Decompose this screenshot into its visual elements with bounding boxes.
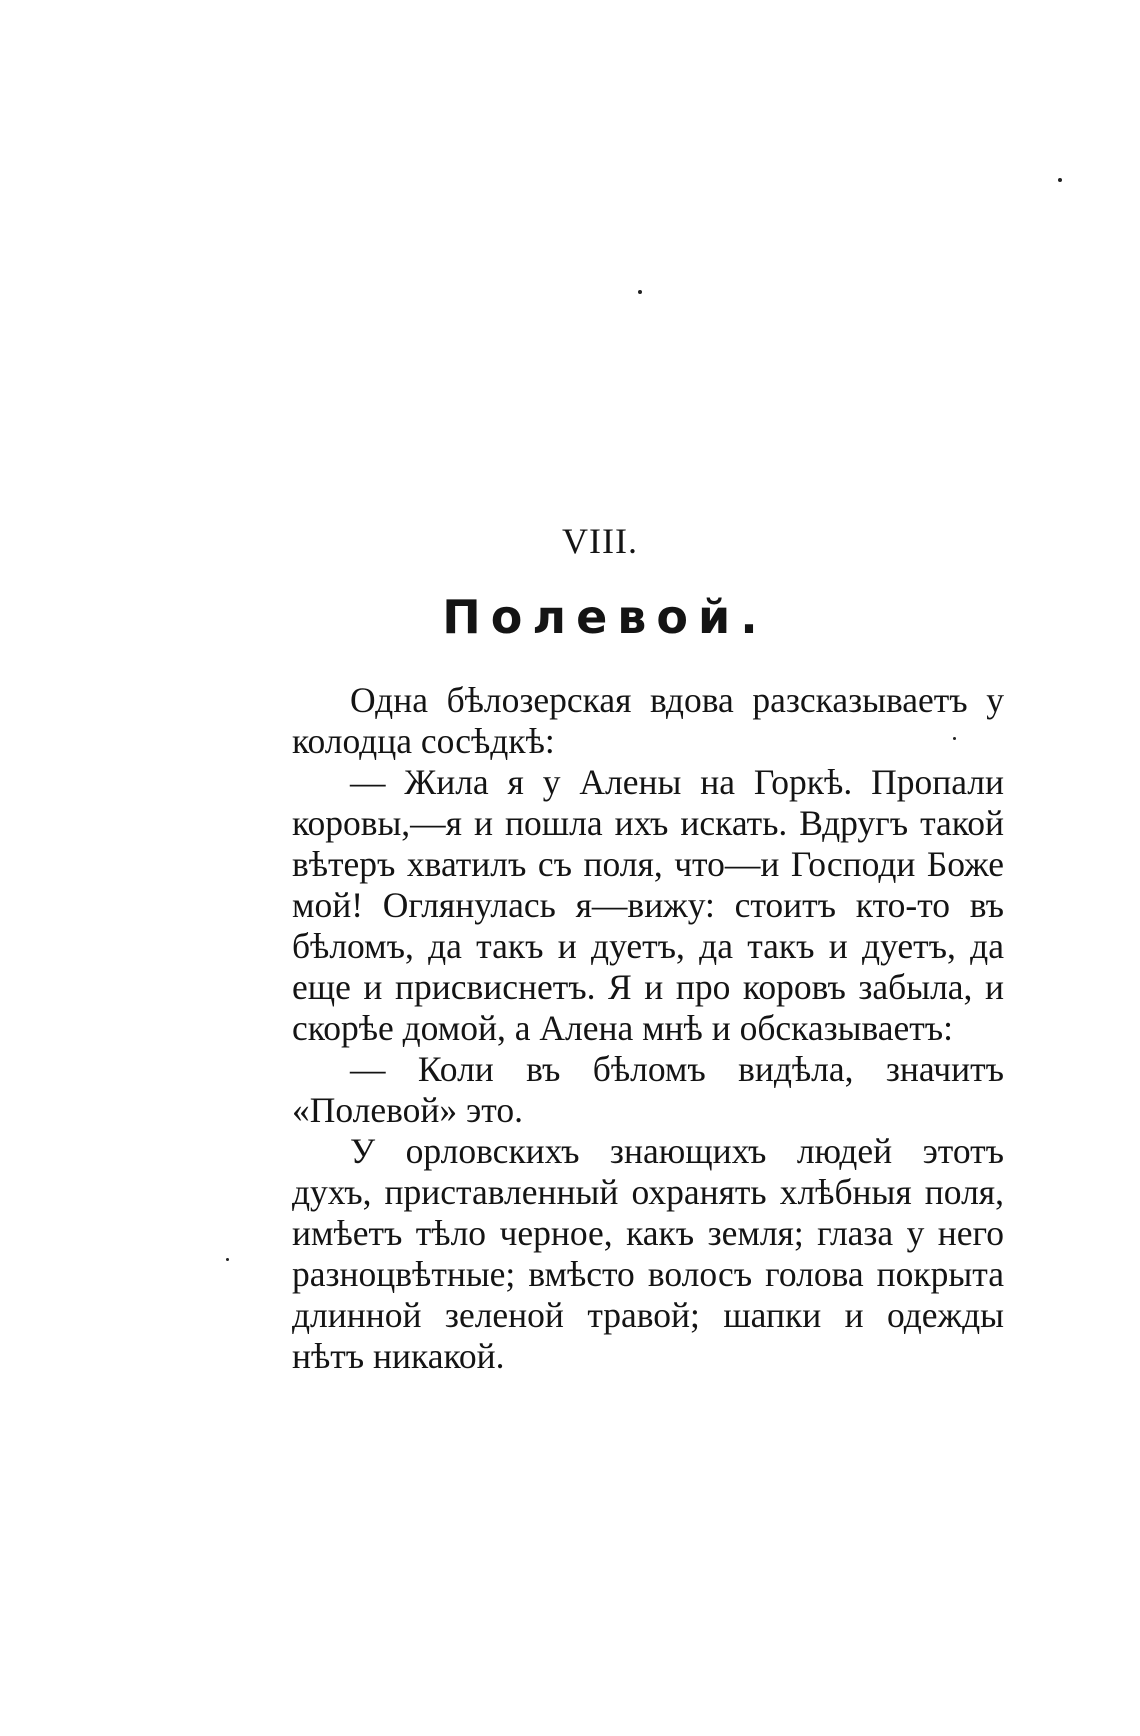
chapter-title: Полевой.	[442, 590, 768, 644]
print-speck	[1058, 178, 1062, 182]
chapter-number: VIII.	[562, 521, 638, 561]
print-speck	[638, 290, 642, 294]
paragraph-explanation: — Коли въ бѣломъ видѣла, значитъ «Полевой» это.	[292, 1049, 1004, 1130]
paragraph-intro: Одна бѣлозерская вдова разсказываетъ у колодца сосѣдкѣ:	[292, 680, 1004, 761]
paragraph-story: — Жила я у Алены на Горкѣ. Пропали коровы,—я и пошла ихъ искать. Вдругъ такой вѣтеръ хватилъ съ поля, что—и Господи Боже мой! Оглянулась я—вижу: стоитъ кто-то въ бѣломъ, да такъ и дуетъ, да такъ и дуетъ, да еще и присвиснетъ. Я и про коровъ забыла, и скорѣе домой, а Алена мнѣ и обсказываетъ:	[292, 762, 1004, 1048]
paragraph-description: У орловскихъ знающихъ людей этотъ духъ, приставленный охранять хлѣбныя поля, имѣетъ тѣло черное, какъ земля; глаза у него разноцвѣтные; вмѣсто волосъ голова покрыта длинной зеленой травой; шапки и одежды нѣтъ никакой.	[292, 1131, 1004, 1376]
chapter-body	[292, 680, 1004, 1377]
print-speck	[226, 1258, 229, 1261]
